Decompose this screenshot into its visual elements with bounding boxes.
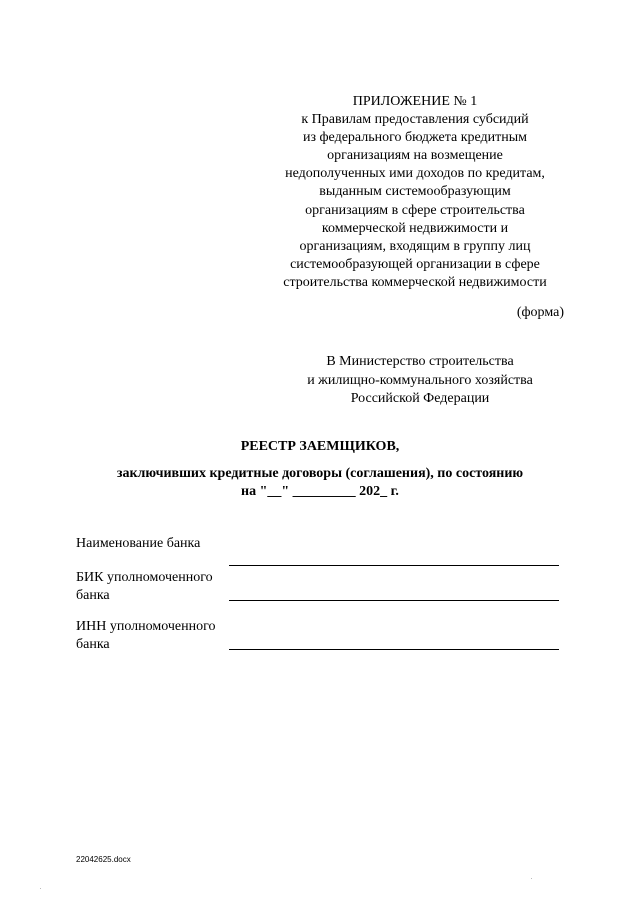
document-subtitle	[96, 465, 544, 501]
addressee-line: В Министерство строительства	[326, 354, 514, 369]
appendix-line: коммерческой недвижимости и	[321, 220, 509, 236]
appendix-line: организациям в сфере строительства	[305, 202, 525, 218]
subtitle-line-1: заключивших кредитные договоры (соглашения), по состоянию	[116, 466, 524, 481]
scan-speck	[531, 878, 532, 879]
appendix-line: организациям на возмещение	[327, 148, 503, 164]
appendix-line: недополученных ими доходов по кредитам,	[285, 166, 545, 182]
form-label: (форма)	[516, 305, 564, 320]
appendix-line: системообразующей организации в сфере	[290, 256, 540, 272]
appendix-title: ПРИЛОЖЕНИЕ № 1	[352, 94, 478, 109]
addressee-block	[270, 353, 570, 409]
appendix-line: из федерального бюджета кредитным	[302, 130, 528, 146]
document-code: 22042625.docx	[76, 855, 131, 864]
appendix-line: к Правилам предоставления субсидий	[301, 112, 529, 128]
document-title-text: РЕЕСТР ЗАЕМЩИКОВ,	[240, 439, 400, 454]
bik-label	[76, 569, 213, 605]
addressee-line: и жилищно-коммунального хозяйства	[307, 372, 533, 388]
appendix-line: строительства коммерческой недвижимости	[283, 274, 547, 290]
scan-speck	[40, 888, 41, 889]
bik-label-line-2: банка	[76, 588, 110, 603]
appendix-line: организациям, входящим в группу лиц	[299, 238, 531, 254]
inn-label-line-1: ИНН уполномоченного	[76, 619, 216, 634]
bank-name-label	[76, 535, 200, 553]
appendix-header	[255, 93, 575, 292]
bik-field[interactable]	[229, 600, 559, 601]
bank-name-label-text: Наименование банка	[76, 536, 201, 551]
inn-label	[76, 618, 215, 654]
subtitle-date-line: на "__" _________ 202_ г.	[241, 484, 399, 499]
inn-label-line-2: банка	[76, 637, 110, 652]
inn-field[interactable]	[229, 649, 559, 650]
addressee-line: Российской Федерации	[350, 391, 490, 406]
appendix-line: выданным системообразующим	[319, 184, 511, 200]
bik-label-line-1: БИК уполномоченного	[76, 570, 213, 585]
bank-name-field[interactable]	[229, 565, 559, 566]
document-title	[0, 438, 640, 456]
